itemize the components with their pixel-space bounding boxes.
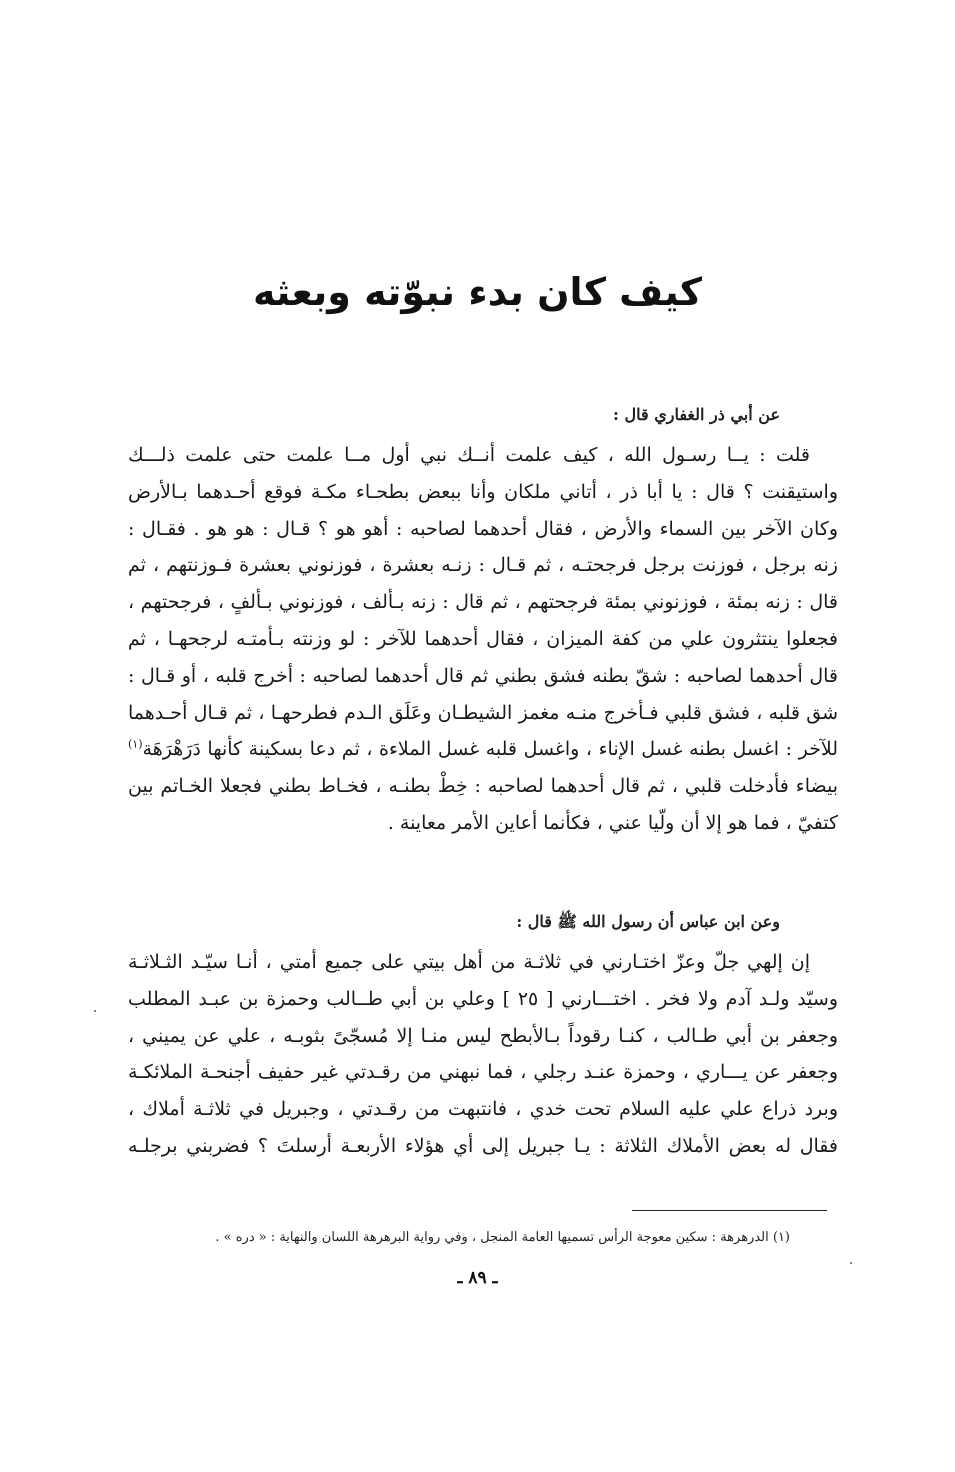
paragraph-line: وجعفر عن يـــاري ، وحمزة عنـد رجلي ، فما نبهني من رقـدتي غير حفيف أجنحـة الملائكـة [128, 1061, 838, 1084]
paragraph-line: قلت : يــا رسـول الله ، كيف علمت أنــك نبي أول مــا علمت حتى علمت ذلـــك [128, 444, 810, 466]
page-number: ـ ٨٩ ـ [457, 1268, 498, 1288]
paragraph-line: زنه برجل ، فوزنت برجل فرجحتـه ، ثم قـال : زنـه بعشرة ، فوزنوني بعشرة فـوزنتهم ، ثم [128, 554, 838, 577]
paragraph-line-with-footnote [128, 731, 838, 768]
paragraph-line: وبرد ذراع علي عليه السلام تحت خدي ، فانتبهت من رقـدتي ، وجبريل في ثلاثـة أملاك ، [128, 1098, 838, 1121]
paragraph-line: وكان الآخر بين السماء والأرض ، فقال أحدهما لصاحبه : أهو هو ؟ قـال : هو هو . فقـال : [128, 517, 838, 540]
paragraph-line: إن إلهي جلّ وعزّ اختـارني في ثلاثـة من أهل بيتي على جميع أمتي ، أنـا سيّـد الثـلاثـة [128, 951, 810, 973]
scan-speck [850, 1262, 852, 1264]
paragraph-line: كتفيّ ، فما هو إلا أن ولّيا عني ، فكأنما أعاين الأمر معاينة . [387, 811, 838, 834]
paragraph-line: وسيّد ولـد آدم ولا فخر . اختـــارني [ ٢٥ ] وعلي بن أبي طــالب وحمزة بن عبـد المطلب [128, 987, 838, 1010]
scan-speck [94, 1010, 96, 1012]
narration-lead-ibn-abbas: وعن ابن عباس أن رسول الله ﷺ قال : [516, 912, 780, 931]
paragraph-line: شق قلبه ، فشق قلبي فـأخرج منـه مغمز الشيطـان وعَلَق الـدم فطرحهـا ، ثم قـال أحـدهما [128, 701, 838, 724]
footnote-divider [632, 1210, 827, 1211]
chapter-title: كيف كان بدء نبوّته وبعثه [252, 270, 703, 314]
paragraph-line: قال : زنه بمئة ، فوزنوني بمئة فرجحتهم ، ثم قال : زنه بـألف ، فوزنوني بـألفٍ ، فرجحتهم ، [128, 591, 838, 614]
footnote-marker: (١) [128, 738, 143, 752]
paragraph-line: بيضاء فأدخلت قلبي ، ثم قال أحدهما لصاحبه : خِطْ بطنـه ، فخـاط بطني فجعلا الخـاتم بين [128, 775, 838, 798]
paragraph-line-text: للآخر : اغسل بطنه غسل الإناء ، واغسل قلبه غسل الملاءة ، ثم دعا بسكينة كأنها دَرَهْرَهَة [142, 738, 838, 761]
paragraph-line: وجعفر بن أبي طـالب ، كنـا رقوداً بـالأبطح ليس منـا إلا مُسجّىً بثوبـه ، علي عن يميني ، [128, 1024, 838, 1047]
paragraph-line: فقال له بعض الأملاك الثلاثة : يـا جبريل إلى أي هؤلاء الأربعـة أرسلتَ ؟ فضربني برجلـه [128, 1134, 838, 1157]
paragraph-line: واستيقنت ؟ قال : يا أبا ذر ، أتاني ملكان وأنا ببعض بطحـاء مكـة فوقع أحـدهما بـالأرض [128, 480, 838, 503]
narration-lead-abu-dhar: عن أبي ذر الغفاري قال : [613, 405, 780, 424]
paragraph-line: فجعلوا ينتثرون علي من كفة الميزان ، فقال أحدهما للآخر : لو وزنته بـأمتـه لرجحهـا ، ثم [128, 627, 838, 650]
paragraph-line: قال أحدهما لصاحبه : شقّ بطنه فشق بطني ثم قال أحدهما لصاحبه : أخرج قلبه ، أو قـال : [128, 664, 838, 687]
paragraph-ibn-abbas [128, 944, 838, 1165]
footnote-text: (١) الدرهرهة : سكين معوجة الرأس تسميها العامة المنجل ، وفي رواية البرهرهة اللسان والنهاية : « دره » . [215, 1230, 790, 1245]
paragraph-abu-dhar [128, 437, 838, 842]
